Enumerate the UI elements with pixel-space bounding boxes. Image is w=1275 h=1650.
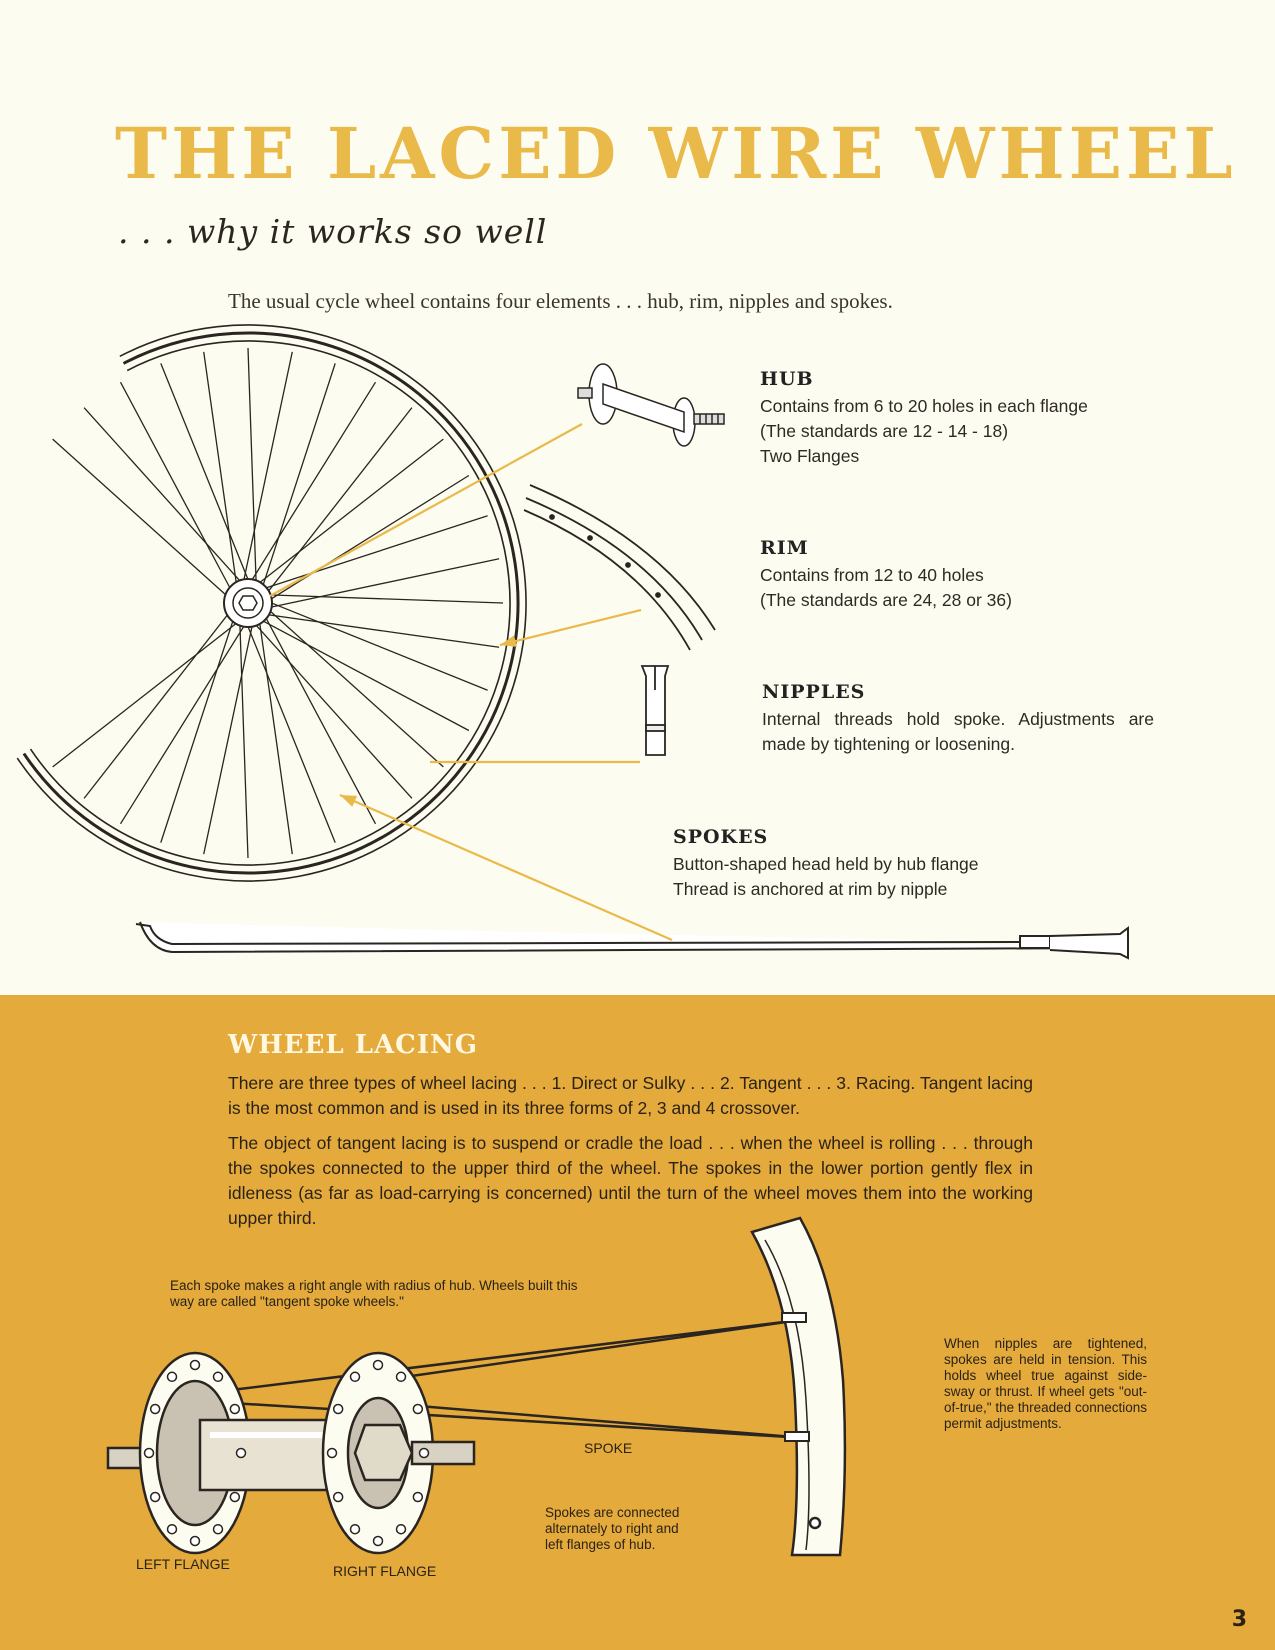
wheel-spoke	[250, 619, 412, 799]
lacing-paragraph-2: The object of tangent lacing is to suspend or cradle the load . . . when the wheel is rolling . . . through the spokes connected to the upper third of the wheel. The spokes in the lower portion gently flex in idleness (as far as load-carrying is concerned) until the turn of the wheel moves them into the working upper third.	[228, 1133, 1033, 1228]
alternate-note: Spokes are connected alternately to right and left flanges of hub.	[545, 1505, 680, 1552]
nipples-line: Internal threads hold spoke. Adjustments are	[762, 709, 1154, 729]
rim-part-icon	[524, 485, 715, 650]
wheel-spoke	[204, 352, 238, 591]
wheel-spoke	[264, 605, 444, 767]
nipples-block	[762, 681, 1154, 757]
nipple-part-icon	[642, 666, 668, 755]
spokes-line: Thread is anchored at rim by nipple	[673, 879, 948, 899]
nipples-line: made by tightening or loosening.	[762, 734, 1015, 754]
wheel-spoke	[248, 382, 376, 587]
hub-part-icon	[578, 364, 724, 446]
wheel-spoke	[258, 516, 488, 591]
leader-lines	[270, 424, 672, 940]
rim-heading: RIM	[760, 537, 809, 559]
hub-heading: HUB	[760, 368, 814, 390]
spoke-label: SPOKE	[584, 1440, 633, 1456]
tension-note: When nipples are tightened, spokes are held in tension. This holds wheel true against side-sway or thrust. If wheel gets "out-of-true," the threaded connections permit adjustments.	[944, 1336, 1147, 1431]
wheel-spoke	[121, 382, 234, 595]
spokes-block	[673, 826, 979, 902]
wheel-spoke	[161, 363, 251, 587]
wheel-spoke	[262, 611, 375, 824]
page-number: 3	[1231, 1607, 1247, 1632]
spokes-heading: SPOKES	[673, 826, 769, 848]
wheel-spoke	[256, 617, 469, 730]
hub-block	[760, 368, 1088, 469]
leader-line	[500, 610, 641, 645]
wheel-spoke	[264, 476, 469, 604]
leader-arrowhead	[340, 795, 357, 807]
wheel-spoke	[263, 408, 412, 598]
rim-block	[760, 537, 1012, 613]
wheel-spoke	[84, 408, 246, 588]
wheel-spoke	[84, 608, 233, 798]
page-subtitle: . . . why it works so well	[118, 212, 548, 251]
leader-line	[270, 424, 582, 596]
wheel-spoke	[53, 618, 243, 767]
wheel-spoke	[53, 439, 233, 601]
wheel-hub-center	[224, 579, 272, 627]
page-title: THE LACED WIRE WHEEL	[115, 112, 1237, 195]
intro-text: The usual cycle wheel contains four elements . . . hub, rim, nipples and spokes.	[228, 289, 893, 313]
wheel-spoke	[261, 363, 336, 593]
hub-line: Contains from 6 to 20 holes in each flange	[760, 396, 1088, 416]
hub-line: Two Flanges	[760, 446, 860, 466]
right-flange-label: RIGHT FLANGE	[333, 1563, 437, 1579]
nipples-heading: NIPPLES	[762, 681, 866, 703]
wheel-spoke	[253, 439, 443, 588]
tangent-note: Each spoke makes a right angle with radius of hub. Wheels built this way are called "tangent spoke wheels."	[170, 1278, 578, 1309]
wheel-spoke	[161, 613, 236, 843]
lacing-paragraph-1: There are three types of wheel lacing . . . 1. Direct or Sulky . . . 2. Tangent . . . 3. Racing. Tangent lacing is the most common and is used in its three forms of 2, 3 and 4 crossover.	[228, 1073, 1033, 1118]
wheel-spoke	[121, 619, 249, 824]
wheel-spoke	[259, 615, 293, 854]
hub-line: (The standards are 12 - 14 - 18)	[760, 421, 1009, 441]
wheel-spokes	[53, 348, 503, 858]
wheel-spoke	[260, 614, 499, 648]
rim-line: (The standards are 24, 28 or 36)	[760, 590, 1012, 610]
rim-line: Contains from 12 to 40 holes	[760, 565, 984, 585]
leader-line	[340, 795, 672, 940]
spokes-line: Button-shaped head held by hub flange	[673, 854, 979, 874]
left-flange-label: LEFT FLANGE	[136, 1556, 230, 1572]
spoke-part-icon	[136, 922, 1128, 958]
lacing-heading: WHEEL LACING	[228, 1030, 479, 1060]
